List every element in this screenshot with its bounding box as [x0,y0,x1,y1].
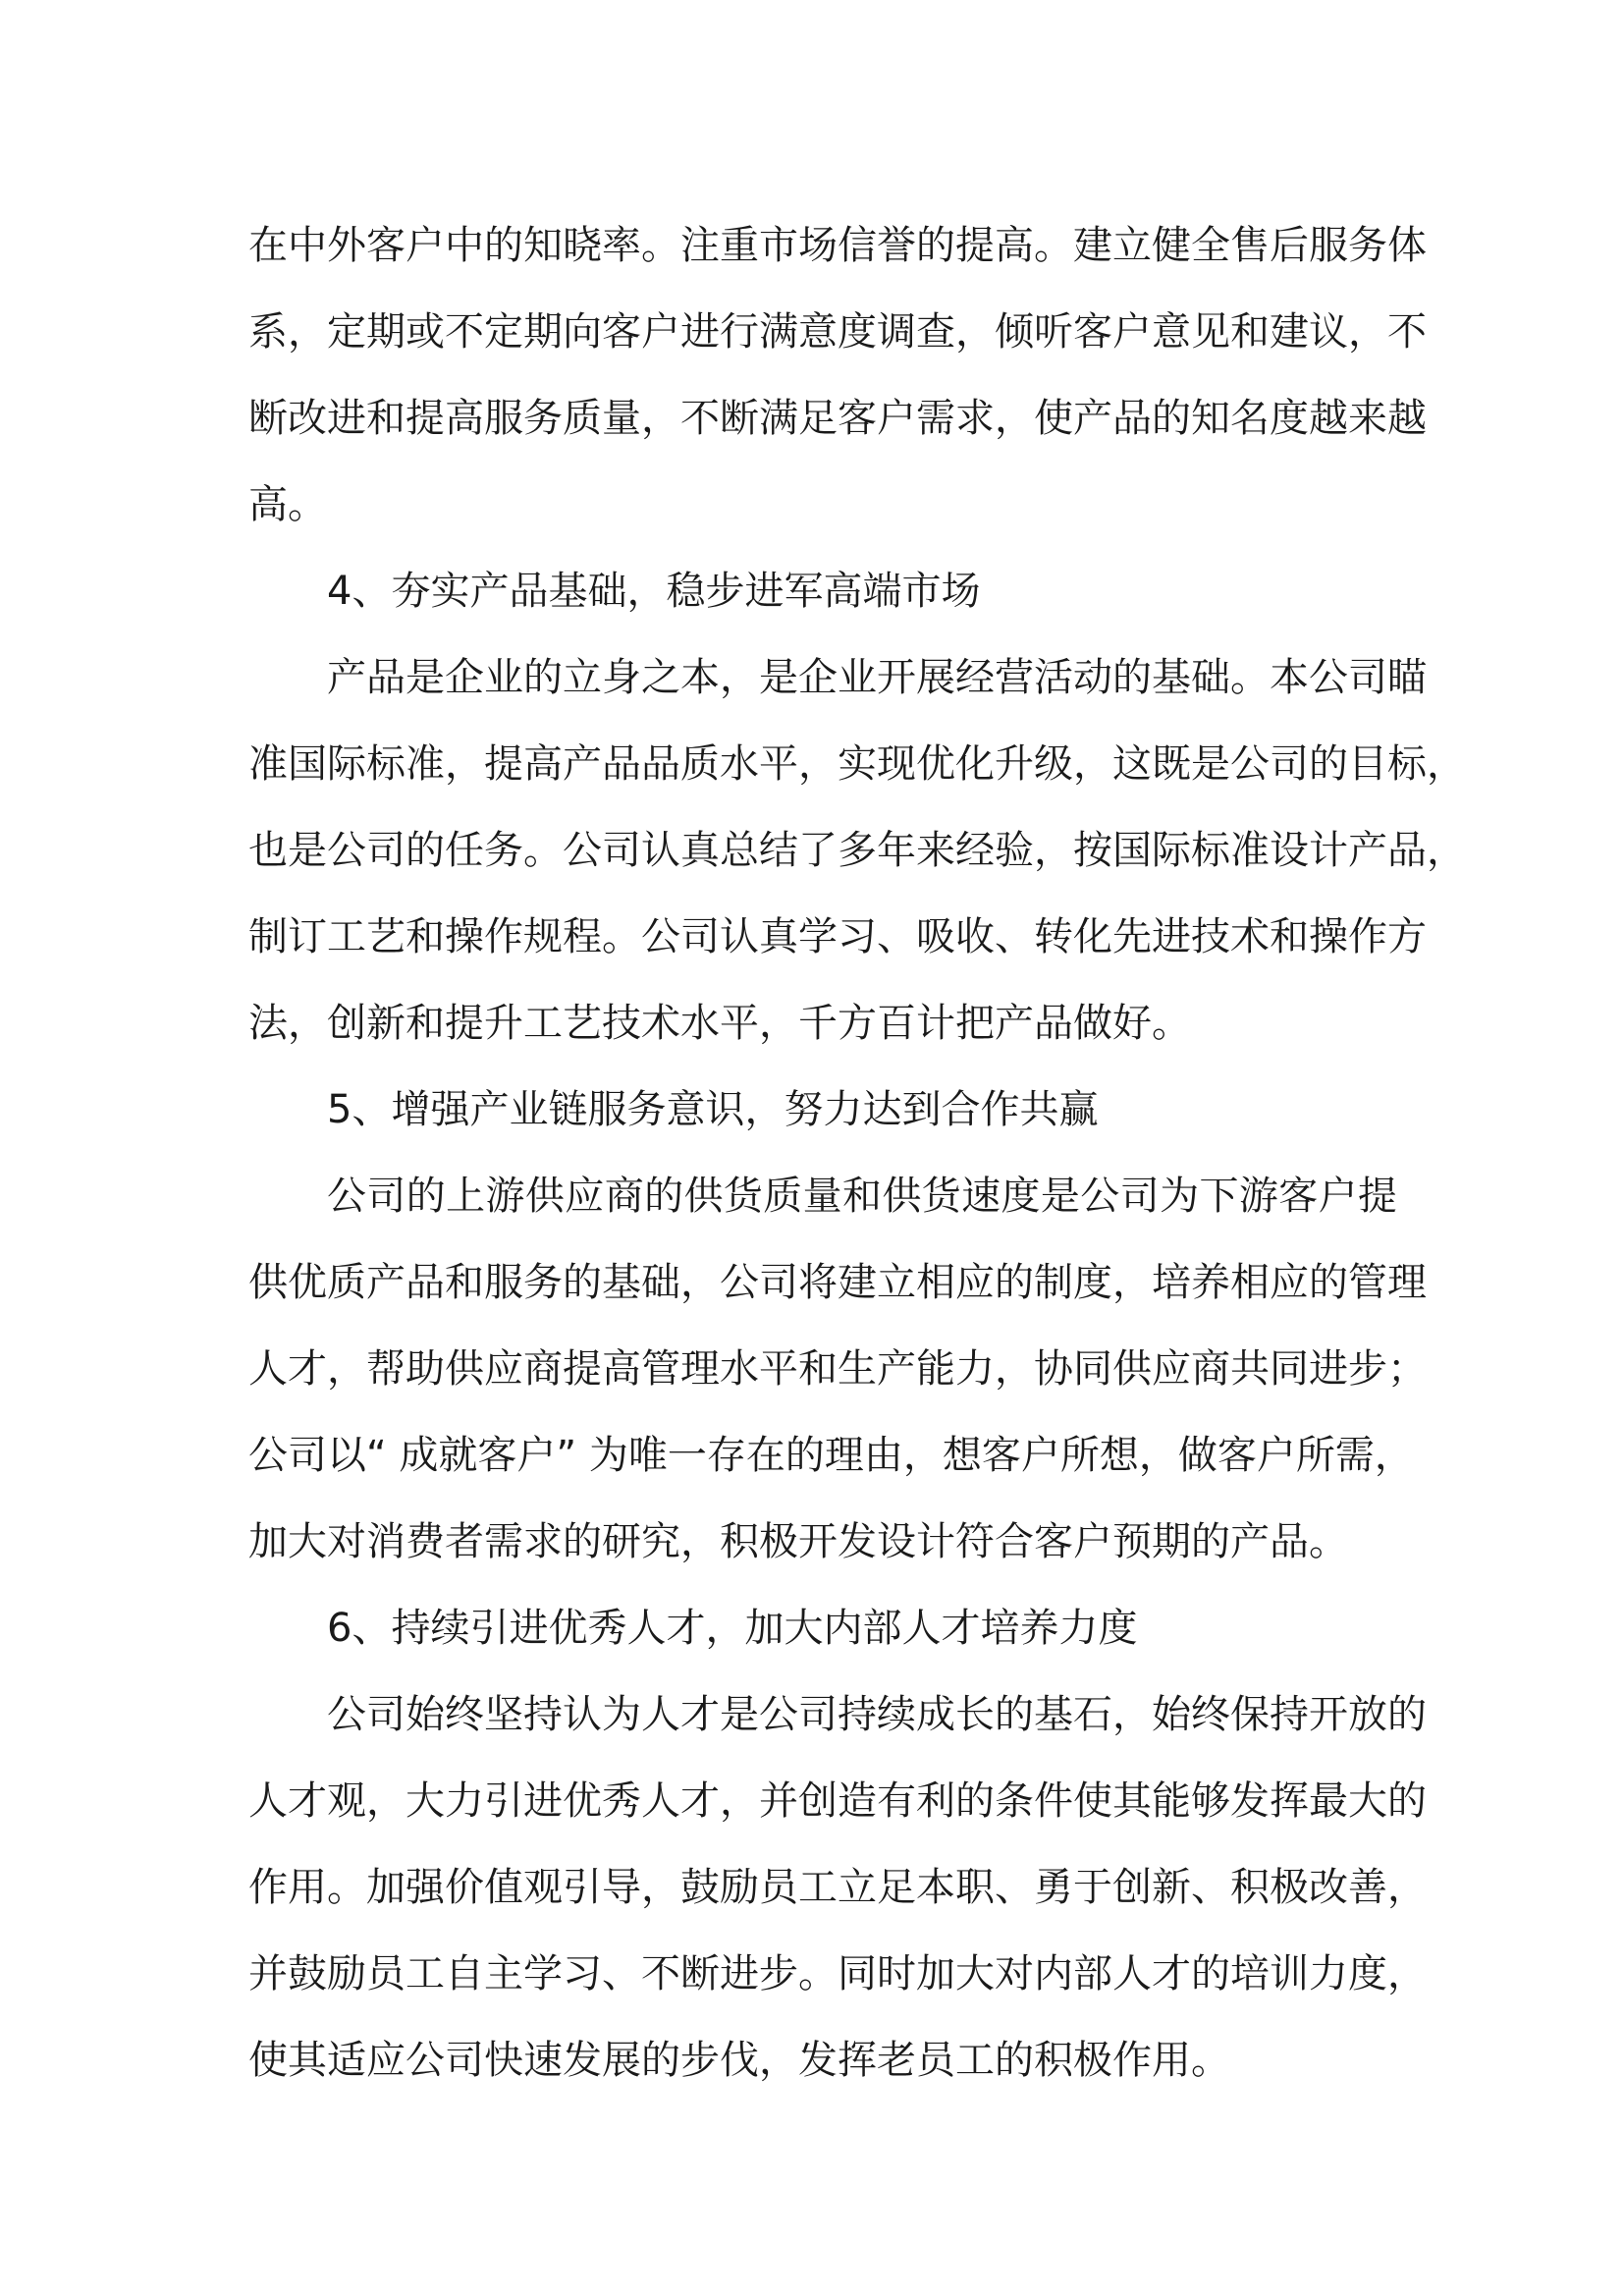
paragraph-line: 法，创新和提升工艺技术水平，千方百计把产品做好。 [248,1001,1191,1046]
paragraph-line: 人才，帮助供应商提高管理水平和生产能力，协同供应商共同进步； [248,1346,1427,1392]
paragraph-line: 在中外客户中的知晓率。注重市场信誉的提高。建立健全售后服务体 [248,223,1427,268]
section-heading-4: 4、夯实产品基础，稳步进军高端市场 [327,569,981,614]
paragraph-line: 使其适应公司快速发展的步伐，发挥老员工的积极作用。 [248,2038,1230,2083]
paragraph-line: 高。 [248,482,327,527]
paragraph-line: 供优质产品和服务的基础，公司将建立相应的制度，培养相应的管理 [248,1260,1427,1305]
paragraph-line: 制订工艺和操作规程。公司认真学习、吸收、转化先进技术和操作方 [248,914,1427,959]
paragraph-line: 公司始终坚持认为人才是公司持续成长的基石，始终保持开放的 [327,1692,1427,1737]
body-text [248,202,1466,2104]
paragraph-line: 并鼓励员工自主学习、不断进步。同时加大对内部人才的培训力度， [248,1951,1427,1996]
paragraph-line: 公司的上游供应商的供货质量和供货速度是公司为下游客户提 [327,1174,1397,1219]
paragraph-line: 准国际标准，提高产品品质水平，实现优化升级，这既是公司的目标， [248,741,1466,787]
section-heading-5: 5、增强产业链服务意识，努力达到合作共赢 [327,1087,1099,1132]
paragraph-line: 公司以“ 成就客户” 为唯一存在的理由，想客户所想，做客户所需， [248,1433,1414,1478]
paragraph-line: 加大对消费者需求的研究，积极开发设计符合客户预期的产品。 [248,1519,1348,1564]
paragraph-line: 也是公司的任务。公司认真总结了多年来经验，按国际标准设计产品， [248,828,1466,873]
paragraph-line: 产品是企业的立身之本，是企业开展经营活动的基础。本公司瞄 [327,655,1427,700]
paragraph-line: 作用。加强价值观引导，鼓励员工立足本职、勇于创新、积极改善， [248,1865,1427,1910]
paragraph-line: 系，定期或不定期向客户进行满意度调查，倾听客户意见和建议，不 [248,309,1427,355]
paragraph-line: 人才观，大力引进优秀人才，并创造有利的条件使其能够发挥最大的 [248,1778,1427,1824]
paragraph-line: 断改进和提高服务质量，不断满足客户需求，使产品的知名度越来越 [248,396,1427,441]
section-heading-6: 6、持续引进优秀人才，加大内部人才培养力度 [327,1606,1138,1651]
